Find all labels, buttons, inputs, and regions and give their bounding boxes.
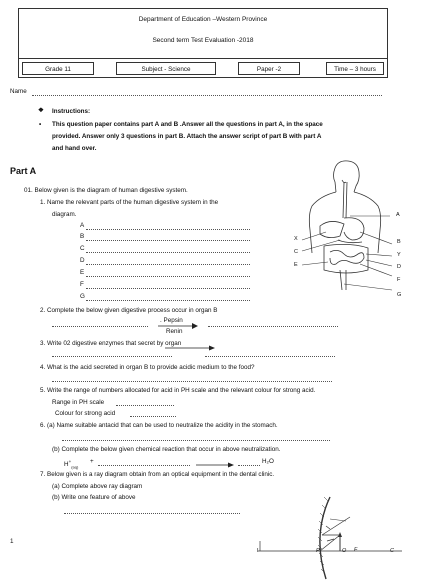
answer-line-e[interactable] [86, 276, 250, 277]
q6a-text: 6. (a) Name suitable antacid that can be used to neutralize the acidity in the stomach. [40, 422, 278, 429]
diagram-label-a: A [396, 212, 400, 218]
answer-letter-c: C [80, 245, 85, 252]
diagram-label-c: C [294, 249, 298, 255]
water-formula: H₂O [262, 458, 274, 465]
q3-text: 3. Write 02 digestive enzymes that secret by organ [40, 340, 182, 347]
term-title: Second term Test Evaluation -2018 [152, 37, 254, 44]
answer-line-g[interactable] [86, 300, 250, 301]
q7b-answer-1[interactable] [64, 513, 240, 514]
answer-line-d[interactable] [86, 264, 250, 265]
ray-label-f: F [354, 547, 358, 553]
renin-label: Renin [166, 328, 183, 335]
h-charge: + [68, 459, 72, 464]
q1-1-line2: diagram. [52, 211, 77, 218]
name-label: Name [10, 88, 27, 95]
neutralization-arrow-icon [196, 462, 234, 468]
department-title: Department of Education –Western Province [138, 16, 268, 23]
q4-answer[interactable] [52, 381, 332, 382]
q6a-answer[interactable] [62, 440, 330, 441]
instructions-bullet-icon: ❖ [38, 107, 44, 114]
answer-letter-f: F [80, 281, 84, 288]
plus-sign: + [90, 458, 94, 465]
answer-line-f[interactable] [86, 288, 250, 289]
q2-answer-left[interactable] [52, 326, 148, 327]
answer-letter-e: E [80, 269, 85, 276]
ray-label-p: P [316, 548, 320, 554]
range-answer[interactable] [116, 405, 174, 406]
q7-text: 7. Below given is a ray diagram obtain from an optical equipment in the dental clinic. [40, 471, 275, 478]
answer-letter-g: G [80, 293, 85, 300]
q3-answer-1[interactable] [52, 356, 172, 357]
paper-cell: Paper -2 [238, 62, 300, 75]
h-state: (aq) [71, 464, 79, 470]
page-number: 1 [10, 538, 14, 545]
q1-intro: 01. Below given is the diagram of human digestive system. [24, 187, 188, 194]
diagram-label-f: F [397, 277, 401, 283]
ray-label-i: I [257, 548, 259, 554]
q6b-text: (b) Complete the below given chemical reaction that occur in above neutralization. [52, 446, 281, 453]
answer-line-c[interactable] [86, 252, 250, 253]
info-row [18, 58, 388, 78]
answer-letter-d: D [80, 257, 85, 264]
colour-label: Colour for strong acid [55, 410, 116, 417]
ray-label-c: C [390, 548, 394, 554]
h-symbol: H [64, 461, 69, 469]
diagram-label-d: D [397, 264, 401, 270]
instructions-line2: provided. Answer only 3 questions in part B. Attach the answer script of part B with part A [52, 133, 322, 140]
q7b-text: (b) Write one feature of above [52, 494, 136, 501]
diagram-label-b: B [397, 239, 401, 245]
q7a-text: (a) Complete above ray diagram [52, 483, 143, 490]
time-cell: Time – 3 hours [326, 62, 384, 75]
name-field[interactable] [32, 95, 382, 96]
colour-answer[interactable] [130, 416, 176, 417]
answer-line-a[interactable] [86, 229, 250, 230]
ray-label-o: O [342, 548, 347, 554]
instructions-line3: and hand over. [52, 145, 97, 152]
instructions-line1: This question paper contains part A and B .Answer all the questions in part A, in the space [52, 121, 323, 128]
product-answer[interactable] [238, 465, 260, 466]
q2-answer-right[interactable] [208, 326, 338, 327]
answer-line-b[interactable] [86, 240, 250, 241]
instructions-title: Instructions: [52, 108, 91, 115]
answer-letter-a: A [80, 222, 85, 229]
bullet-icon: • [39, 121, 42, 128]
diagram-label-e: E [294, 262, 298, 268]
organ-arrow-icon [165, 345, 215, 351]
grade-cell: Grade 11 [22, 62, 94, 75]
q5-text: 5. Write the range of numbers allocated for acid in PH scale and the relevant colour for strong acid. [40, 387, 316, 394]
subject-cell: Subject - Science [116, 62, 216, 75]
diagram-label-g: G [397, 292, 402, 298]
q2-text: 2. Complete the below given digestive process occur in organ B [40, 307, 218, 314]
diagram-label-x: X [294, 236, 298, 242]
diagram-label-y: Y [397, 252, 401, 258]
reactant-answer[interactable] [98, 465, 190, 466]
h-ion [64, 458, 78, 471]
q3-answer-2[interactable] [205, 356, 335, 357]
q1-1-line1: 1. Name the relevant parts of the human digestive system in the [40, 199, 219, 206]
q4-text: 4. What is the acid secreted in organ B to provide acidic medium to the food? [40, 364, 255, 371]
pepsin-label: . Pepsin [160, 317, 183, 324]
answer-letter-b: B [80, 233, 85, 240]
range-label: Range in PH scale [52, 399, 105, 406]
part-a-title: Part A [10, 166, 37, 176]
ray-diagram [250, 495, 410, 580]
